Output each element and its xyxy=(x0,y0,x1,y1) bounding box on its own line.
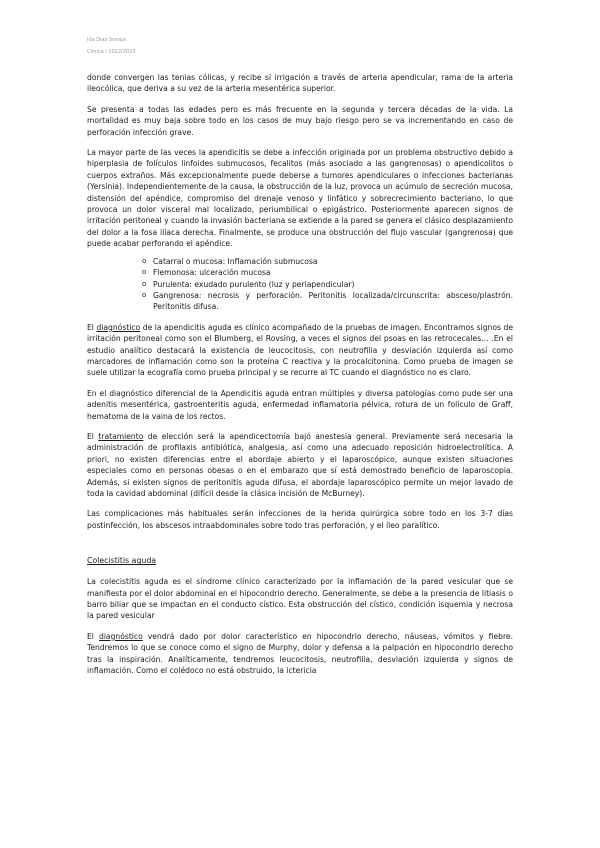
header-course: Clínica I 2022/2023 xyxy=(87,49,136,55)
list-item xyxy=(87,290,513,313)
bullet-marker: o xyxy=(142,290,147,299)
phases-list xyxy=(87,256,513,313)
header-author: Ida Díaz Sneaja xyxy=(87,37,126,43)
list-item-text: Flemonosa: ulceración mucosa xyxy=(153,268,271,278)
list-item-text: Purulenta: exudado purulento (luz y periapendicular) xyxy=(153,279,355,289)
list-item xyxy=(87,279,513,290)
paragraph-colecistitis-definition: La colecistitis aguda es el síndrome clínico caracterizado por la inflamación de la pared vesicular que se manifiesta por el dolor abdominal en el hipocondrio derecho. Generalmente, se debe a la presencia de litiasis o barro biliar que se impactan en el conducto cístico. Esta obstrucción del cístico, condición isquemia y necrosa la pared vesicular xyxy=(87,577,513,621)
paragraph-irrigation: donde convergen las tenias cólicas, y recibe si irrigación a través de arteria apendicular, rama de la arteria ileocólica, que deriva a su vez de la arteria mesentérica superior. xyxy=(87,73,513,94)
bullet-marker: o xyxy=(142,256,147,265)
list-item xyxy=(87,267,513,278)
paragraph-diagnosis-colecistitis: El diagnóstico vendrá dado por dolor característico en hipocondrio derecho, náuseas, vómitos y fiebre. Tendremos lo que se conoce como el signo de Murphy, dolor y defensa a la palpación en hipocondrio derecho tras la inspiración. Analíticamente, tendremos leucocitosis, neutrofilia, desviación izquierda y signos de inflamación. Como el colédoco no está obstruido, la ictericia xyxy=(87,631,514,676)
paragraph-diagnosis-appendicitis: El diagnóstico de la apendicitis aguda es clínico acompañado de la pruebas de imagen. Encontramos signos de irritación peritoneal como son el Blumberg, el Rovsing, a veces el signos del psoas en las retrocecales… .En el estudio analítico destacará la existencia de leucocitosis, con neutrofilia y desviación izquierda así como marcadores de inflamación como son la proteína C reactiva y la procalcitonina. Como prueba de imagen se suele utilizar la ecografía como prueba principal y se recurre al TC cuando el diagnóstico no es claro. xyxy=(87,322,513,378)
section-title-colecistitis: Colecistitis aguda xyxy=(87,556,157,566)
term-diagnosis: diagnóstico xyxy=(99,631,143,641)
bullet-marker: o xyxy=(142,268,147,277)
list-item-text: Catarral o mucosa: Inflamación submucosa xyxy=(153,256,318,266)
term-diagnosis: diagnóstico xyxy=(96,322,141,332)
paragraph-differential: En el diagnóstico diferencial de la Apendicitis aguda entran múltiples y diversa patologías como pude ser una adenitis mesentérica, gastroenteritis aguda, enfermedad inflamatoria pélvica, rotura de un folículo de Graff, hematoma de la vaina de los rectos. xyxy=(87,388,513,421)
paragraph-pathogenesis: La mayor parte de las veces la apendicitis se debe a infección originada por un problema obstructivo debido a hiperplasia de folículos linfoides submucosos, fecalitos (más asociado a las gangrenosas) o apendicolitos o cuerpos extraños. Más excepcionalmente puede deberse a tumores apendiculares o infecciones bacterianas (Yersinia). Independientemente de la causa, la obstrucción de la luz, provoca un acúmulo de secreción mucosa, distensión del apéndice, compromiso del drenaje venoso y linfático y sobrecrecimiento bacteriano, lo que provoca un dolor visceral mal localizado, periumbilical o epigástrico. Posteriormente aparecen signos de irritación peritoneal y cuando la invasión bacteriana se extiende a la pared se genera el clásico desplazamiento del dolor a la fosa ilíaca derecha. Finalmente, se produce una obstrucción del flujo vascular (gangrenosa) que puede acabar perforando el apéndice. xyxy=(87,148,513,249)
page-header xyxy=(87,34,135,58)
paragraph-epidemiology: Se presenta a todas las edades pero es más frecuente en la segunda y tercera décadas de la vida. La mortalidad es muy baja sobre todo en los casos de muy bajo riesgo pero se va incrementando en caso de perforación infección grave. xyxy=(87,104,513,137)
document-body xyxy=(87,72,513,685)
bullet-marker: o xyxy=(142,279,147,288)
term-treatment: tratamiento xyxy=(98,431,144,441)
list-item-text: Gangrenosa: necrosis y perforación. Peritonitis localizada/circunscrita: absceso/plastrón. Peritonitis difusa. xyxy=(153,290,513,312)
list-item xyxy=(87,256,513,267)
paragraph-complications: Las complicaciones más habituales serán infecciones de la herida quirúrgica sobre todo en los 3-7 días postinfección, los abscesos intraabdominales sobre todo tras perforación, y el íleo paralítico. xyxy=(87,509,513,530)
paragraph-treatment: El tratamiento de elección será la apendicectomía bajó anestesia general. Previamente será necesaria la administración de profilaxis antibiótica, analgesia, así como una adecuado reposición hidroelectrolítica. A priori, no existen diferencias entre el abordaje abierto y el laparoscópico, aunque existen situaciones especiales como en personas obesas o en el embarazo que sí está demostrado beneficio de laparoscopia. Además, si existen signos de peritonitis aguda difusa, el abordaje laparoscópico permite un mejor lavado de toda la cavidad abdominal (difícil desde la clásica incisión de McBurney). xyxy=(87,431,514,498)
